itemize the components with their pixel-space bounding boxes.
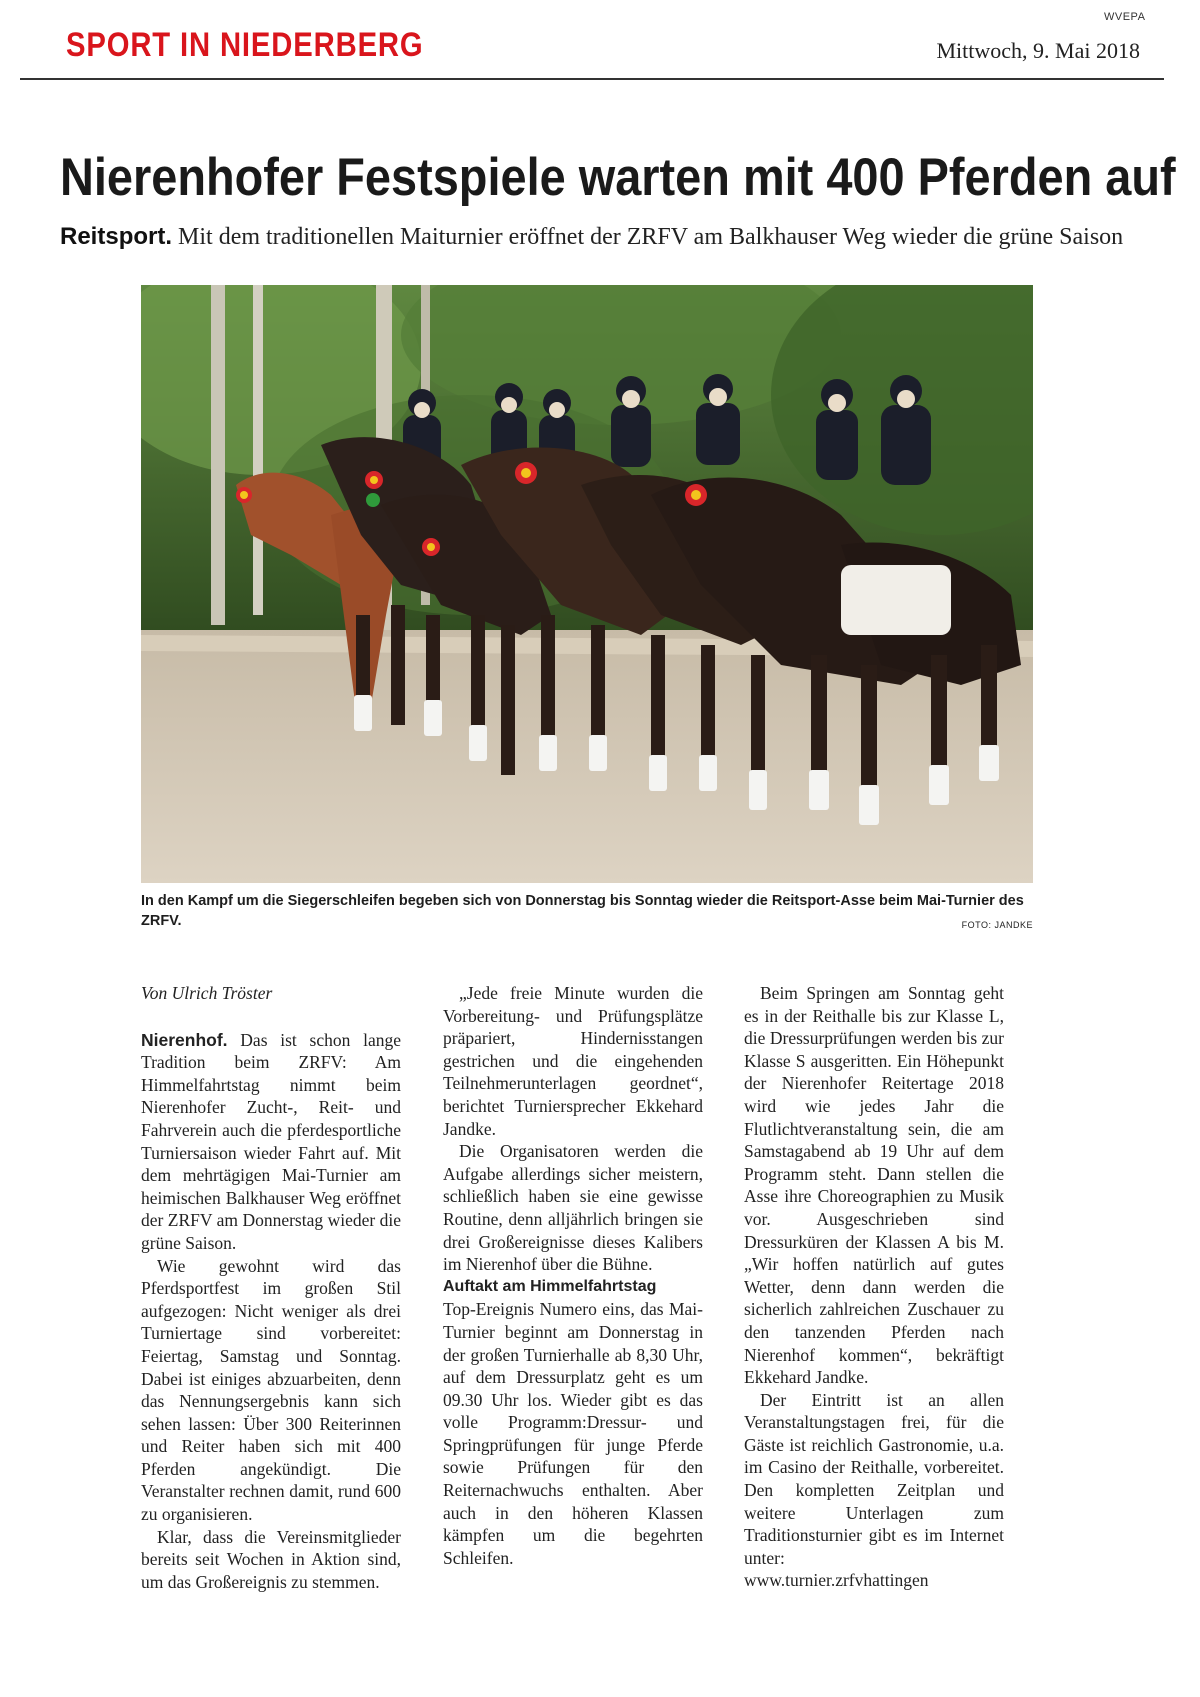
article-paragraph: Der Eintritt ist an allen Veranstaltungstagen frei, für die Gäste ist reichlich Gastronomie, u.a. im Casino der Reithalle, vorbereitet. Den kompletten Zeitplan und weitere Unterlagen zum Traditionsturnier gibt es im Internet unter:	[744, 1389, 1004, 1568]
article-column-2	[443, 982, 703, 1569]
article-paragraph: Wie gewohnt wird das Pferdsportfest im großen Stil aufgezogen: Nicht weniger als drei Turniertage sind vorbereitet: Feiertag, Samstag und Sonntag. Dabei ist einiges abzuarbeiten, denn das Nennungsergebnis kann sich sehen lassen: Über 300 Reiterinnen und Reiter haben sich mit 400 Pferden angekündigt. Die Veranstalter rechnen damit, rund 600 zu organisieren.	[141, 1255, 401, 1525]
photo-caption	[141, 891, 1033, 935]
subhead-kicker: Reitsport.	[60, 223, 173, 250]
article-photo	[141, 285, 1033, 883]
article-column-1	[141, 982, 401, 1593]
article-paragraph: Klar, dass die Vereinsmitglieder bereits seit Wochen in Aktion sind, um das Großereignis zu stemmen.	[141, 1526, 401, 1592]
article-paragraph: „Jede freie Minute wurden die Vorbereitung- und Prüfungsplätze präpariert, Hindernisstangen gestrichen und die eingehenden Teilnehmerunterlagen geordnet“, berichtet Turniersprecher Ekkehard Jandke.	[443, 983, 703, 1139]
website-url[interactable]: www.turnier.zrfvhattingen	[744, 1570, 929, 1591]
section-title: SPORT IN NIEDERBERG	[66, 26, 424, 64]
paragraph-text: Das ist schon lange Tradition beim ZRFV: Am Himmelfahrtstag nimmt beim Nierenhofer Zucht-, Reit- und Fahrverein auch die pferdesportliche Turniersaison wieder Fahrt auf. Mit dem mehrtägigen Mai-Turnier am heimischen Balkhauser Weg eröffnet der ZRFV am Donnerstag wieder die grüne Saison.	[141, 1029, 401, 1253]
publication-date: Mittwoch, 9. Mai 2018	[936, 38, 1140, 63]
article-paragraph: Die Organisatoren werden die Aufgabe allerdings sicher meistern, schließlich haben sie eine gewisse Routine, denn alljährlich bringen sie drei Großereignisse dieses Kalibers im Nierenhof über die Bühne.	[443, 1141, 703, 1275]
article-subheading: Auftakt am Himmelfahrtstag	[443, 1277, 657, 1295]
header-rule	[20, 78, 1164, 80]
horses-riders-image	[141, 285, 1033, 883]
byline: Von Ulrich Tröster	[141, 983, 273, 1003]
caption-text: In den Kampf um die Siegerschleifen begeben sich von Donnerstag bis Sonntag wieder die Reitsport-Asse beim Mai-Turnier des ZRFV.	[141, 893, 1024, 929]
article-paragraph: Beim Springen am Sonntag geht es in der Reithalle bis zur Klasse L, die Dressurprüfungen werden bis zur Klasse S ausgeritten. Ein Höhepunkt der Nierenhofer Reitertage 2018 wird wie jedes Jahr die Flutlichtveranstaltung sein, die am Samstagabend ab 19 Uhr auf dem Programm steht. Dann stellen die Asse ihre Choreographien zu Musik vor. Ausgeschrieben sind Dressurküren der Klassen A bis M. „Wir hoffen natürlich auf gutes Wetter, denn dann werden die sicherlich zahlreichen Zuschauer zu den tanzenden Pferden nach Nierenhof kommen“, bekräftigt Ekkehard Jandke.	[744, 983, 1004, 1388]
article-paragraph	[141, 1029, 401, 1255]
source-tag: WVEPA	[1104, 11, 1146, 23]
article-column-3	[744, 982, 1004, 1592]
dateline: Nierenhof.	[141, 1029, 228, 1050]
subheadline	[60, 223, 1170, 251]
photo-credit: FOTO: JANDKE	[961, 920, 1033, 930]
headline: Nierenhofer Festspiele warten mit 400 Pferden auf	[60, 148, 1176, 207]
subhead-text: Mit dem traditionellen Maiturnier eröffnet der ZRFV am Balkhauser Weg wieder die grüne Saison	[178, 224, 1124, 250]
article-paragraph: Top-Ereignis Numero eins, das Mai-Turnier beginnt am Donnerstag in der großen Turnierhalle ab 8,30 Uhr, auf dem Dressurplatz geht es um 09.30 Uhr los. Wieder gibt es das volle Programm:Dressur- und Springprüfungen für junge Pferde sowie Prüfungen für den Reiternachwuchs enthalten. Aber auch in den höheren Klassen kämpfen um die begehrten Schleifen.	[443, 1299, 703, 1568]
